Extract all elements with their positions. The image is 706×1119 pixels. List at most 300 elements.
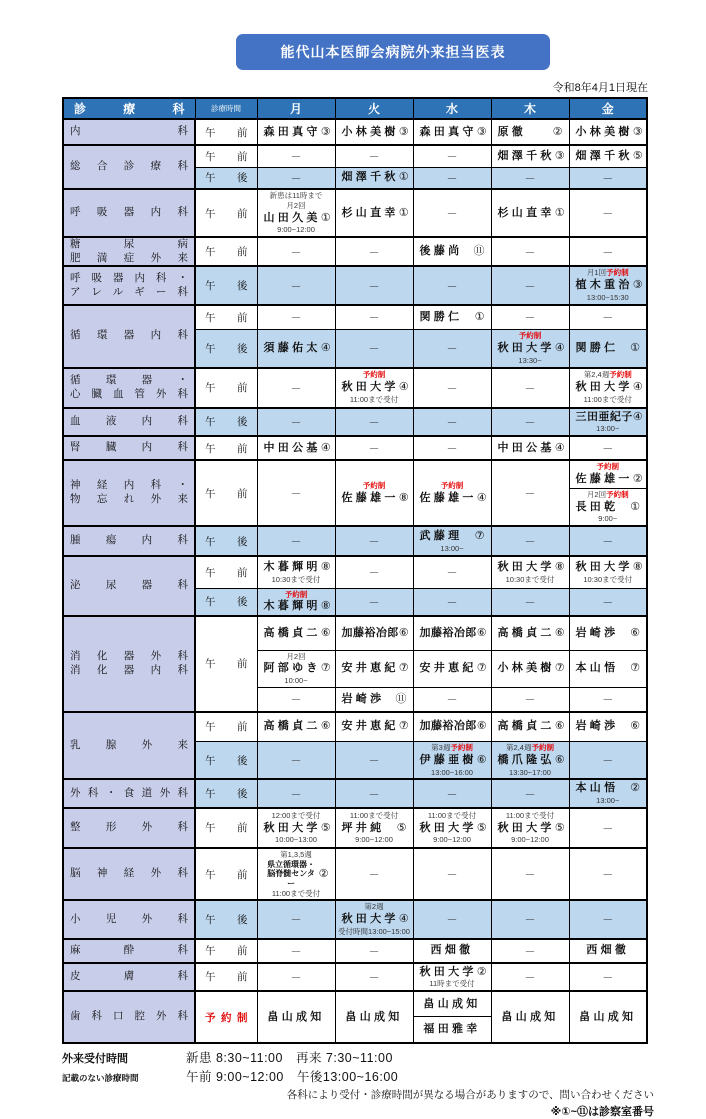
- empty-dash: －: [368, 312, 380, 325]
- time-slot-cell: 午前: [195, 145, 257, 167]
- room-number: ⑥: [320, 627, 331, 640]
- room-number: ⑦: [320, 662, 331, 675]
- doctor-name-text: 岩崎渉: [575, 720, 619, 733]
- doctor-name-text: 山田久美: [263, 211, 321, 224]
- doctor-name: [494, 1010, 567, 1025]
- schedule-cell: [491, 900, 569, 938]
- doctor-name: [416, 626, 489, 641]
- time-slot-cell: 午後: [195, 330, 257, 368]
- schedule-cell: [491, 712, 569, 742]
- cell-note: 13:00~: [596, 424, 620, 434]
- schedule-cell: [413, 779, 491, 808]
- reservation-required-label: 予約制: [596, 462, 619, 472]
- department-cell: [63, 119, 195, 145]
- department-label: 呼吸器内科: [70, 206, 188, 219]
- room-number: ②: [552, 125, 563, 138]
- cell-note: [416, 743, 489, 753]
- room-number: ⑧: [320, 600, 331, 613]
- doctor-name: [416, 965, 489, 980]
- reservation-required-label: 予約制: [440, 480, 464, 490]
- room-number: ④: [320, 441, 331, 454]
- schedule-cell: [413, 237, 491, 266]
- table-row: [63, 237, 647, 266]
- note-text: 月1回: [586, 268, 607, 278]
- doctor-name: [416, 719, 489, 734]
- schedule-cell: [335, 189, 413, 237]
- department-label: 心臓血管外科: [70, 387, 188, 400]
- cell-note: [416, 481, 489, 491]
- schedule-cell: [569, 991, 647, 1043]
- doctor-name: [338, 491, 411, 506]
- time-slot-cell: 午前: [195, 848, 257, 900]
- department-label: 腫瘍内科: [70, 534, 188, 547]
- schedule-cell: [491, 779, 569, 808]
- department-cell: [63, 712, 195, 780]
- doctor-name-text: 高橋貞二: [497, 627, 555, 640]
- empty-dash: －: [446, 208, 458, 221]
- doctor-name: [260, 211, 333, 226]
- schedule-cell: [257, 368, 335, 408]
- schedule-cell: [491, 460, 569, 526]
- department-cell: [63, 939, 195, 963]
- schedule-cell: [413, 900, 491, 938]
- doctor-name-text: 秋田大学: [419, 821, 477, 834]
- schedule-cell: [491, 119, 569, 145]
- default-hours-value: 午前 9:00~12:00 午後13:00~16:00: [186, 1070, 399, 1085]
- schedule-cell: [569, 526, 647, 556]
- note-text: 第2,4週: [583, 370, 610, 380]
- schedule-cell: [335, 742, 413, 780]
- table-row: [63, 189, 647, 237]
- schedule-cell: [413, 712, 491, 742]
- room-number: ⑥: [630, 627, 640, 640]
- room-number: ⑦: [398, 720, 409, 733]
- department-cell: [63, 305, 195, 368]
- empty-dash: －: [290, 536, 302, 549]
- schedule-cell: [335, 145, 413, 167]
- room-number: ⑦: [476, 662, 487, 675]
- time-slot-cell: 午後: [195, 408, 257, 437]
- time-slot-cell: 午前: [195, 436, 257, 460]
- reception-hours-row: [62, 1049, 654, 1068]
- schedule-cell: [569, 848, 647, 900]
- cell-note: 9:00~12:00: [355, 835, 393, 845]
- schedule-cell: [335, 712, 413, 742]
- reservation-required-label: 予約制: [362, 370, 386, 380]
- empty-dash: －: [602, 694, 614, 707]
- schedule-cell: [335, 900, 413, 938]
- doctor-name-text: 阿部ゆき: [263, 662, 321, 675]
- schedule-cell: [569, 305, 647, 330]
- reservation-required-label: 予約制: [284, 589, 308, 599]
- doctor-name: [416, 491, 489, 506]
- schedule-cell: [257, 939, 335, 963]
- doctor-name-text: 西畑徹: [430, 944, 474, 957]
- department-label: 整形外科: [70, 821, 188, 834]
- empty-dash: －: [290, 151, 302, 164]
- department-label: 歯科口腔外科: [70, 1010, 188, 1023]
- room-number: ④: [632, 381, 643, 394]
- empty-dash: －: [602, 822, 614, 835]
- doctor-name-text: 秋田大学: [497, 561, 555, 574]
- doctor-name-text: 本山悟: [575, 662, 619, 675]
- doctor-name: [494, 560, 567, 575]
- doctor-name-text: 畑澤千秋: [497, 149, 555, 162]
- page: [0, 34, 706, 1119]
- cell-note: 13:30~17:00: [509, 767, 551, 777]
- room-number: ⑦: [474, 529, 485, 542]
- doctor-name: [260, 441, 333, 456]
- empty-dash: －: [446, 172, 458, 185]
- cell-note: 11:00まで受付: [583, 394, 632, 404]
- time-slot-cell: 午前: [195, 556, 257, 588]
- room-number: ①: [474, 311, 485, 324]
- cell-note: 10:30まで受付: [583, 574, 633, 584]
- room-number: ④: [398, 381, 409, 394]
- department-label: 泌尿器科: [70, 579, 188, 592]
- schedule-cell: [413, 963, 491, 992]
- schedule-cell: [491, 808, 569, 848]
- table-row: [63, 368, 647, 408]
- department-cell: [63, 963, 195, 992]
- empty-dash: －: [524, 280, 536, 293]
- doctor-name-text: 加藤裕冶郎: [341, 627, 399, 640]
- schedule-cell: [413, 305, 491, 330]
- schedule-cell: [335, 848, 413, 900]
- table-row: [63, 119, 647, 145]
- schedule-cell: [335, 939, 413, 963]
- doctor-name-text: 秋田大学: [575, 381, 633, 394]
- doctor-name: [572, 943, 645, 958]
- doctor-name-text: 中田公基: [497, 441, 555, 454]
- doctor-name: [494, 719, 567, 734]
- department-cell: [63, 526, 195, 556]
- department-label: 内科: [70, 125, 188, 138]
- doctor-name-text: 加藤裕冶郎: [419, 720, 477, 733]
- room-number: ②: [318, 867, 329, 880]
- schedule-cell: [491, 408, 569, 437]
- schedule-cell: [257, 237, 335, 266]
- doctor-name-text: 関勝仁: [575, 341, 619, 354]
- department-label: 小児外科: [70, 912, 188, 925]
- empty-dash: －: [368, 343, 380, 356]
- schedule-cell: [413, 848, 491, 900]
- cell-note: [416, 811, 489, 821]
- doctor-name-text: 畠山成知: [267, 1010, 325, 1023]
- doctor-name-text: 岩崎渉: [575, 627, 619, 640]
- cell-note: 11時まで受付: [429, 979, 475, 989]
- time-slot-cell: 午前: [195, 189, 257, 237]
- doctor-name: [572, 719, 645, 734]
- doctor-name: [260, 1010, 333, 1025]
- cell-note: 10:30まで受付: [271, 574, 321, 584]
- schedule-cell: [335, 368, 413, 408]
- empty-dash: －: [524, 788, 536, 801]
- schedule-cell: [257, 556, 335, 588]
- note-text: 11:00まで受付: [505, 810, 555, 820]
- doctor-name-text: 秋田大学: [497, 821, 555, 834]
- empty-dash: －: [524, 172, 536, 185]
- room-number: ④: [476, 491, 487, 504]
- schedule-cell: [569, 939, 647, 963]
- note-text: 第2,4週: [506, 743, 532, 753]
- table-row: [63, 556, 647, 588]
- cell-note: 11:00まで受付: [271, 888, 321, 898]
- reservation-required-label: 予約制: [606, 268, 629, 278]
- cell-note: [494, 331, 567, 341]
- cell-note: [338, 902, 411, 912]
- cell-note: [338, 811, 411, 821]
- department-cell: [63, 779, 195, 808]
- doctor-name: [572, 125, 645, 140]
- room-number: ⑤: [476, 821, 487, 834]
- department-label: 循環器・: [70, 373, 188, 386]
- doctor-name-text: 安井恵紀: [341, 662, 399, 675]
- time-slot-cell: 午前: [195, 712, 257, 742]
- doctor-name-text: 長田乾: [575, 500, 619, 513]
- doctor-name-text: 三田亜紀子: [575, 410, 633, 423]
- schedule-cell: [491, 167, 569, 189]
- schedule-cell: [257, 119, 335, 145]
- schedule-cell: [335, 588, 413, 616]
- inquiry-note: 各科により受付・診療時間が異なる場合がありますので、問い合わせください: [286, 1089, 654, 1102]
- empty-dash: －: [446, 382, 458, 395]
- time-slot-cell: 午後: [195, 526, 257, 556]
- schedule-cell: [257, 526, 335, 556]
- table-row: [63, 712, 647, 742]
- cell-note: [260, 201, 333, 211]
- cell-note: [260, 811, 333, 821]
- schedule-cell: [257, 408, 335, 437]
- empty-dash: －: [524, 914, 536, 927]
- room-number: ⑦: [554, 662, 565, 675]
- empty-dash: －: [290, 488, 302, 501]
- schedule-cell: [257, 460, 335, 526]
- table-row: [63, 939, 647, 963]
- doctor-name-text: 畑澤千秋: [575, 149, 633, 162]
- table-row: [63, 991, 647, 1043]
- cell-note: 13:00~15:30: [586, 292, 629, 302]
- table-row: [63, 460, 647, 526]
- cell-note: [338, 481, 411, 491]
- table-row: [63, 779, 647, 808]
- empty-dash: －: [524, 312, 536, 325]
- schedule-cell: [569, 119, 647, 145]
- doctor-name-text: 森田真守: [419, 125, 477, 138]
- schedule-cell: [257, 266, 335, 304]
- schedule-cell: [335, 237, 413, 266]
- room-number: ⑥: [476, 627, 487, 640]
- reservation-required-label: 予約制: [518, 331, 542, 341]
- empty-dash: －: [446, 151, 458, 164]
- cell-note: 10:00~: [284, 676, 308, 686]
- schedule-cell: [569, 742, 647, 780]
- department-label: 皮膚科: [70, 970, 188, 983]
- schedule-cell: [257, 688, 335, 712]
- col-header-day: 木: [491, 98, 569, 119]
- schedule-cell: [491, 848, 569, 900]
- schedule-cell: [257, 650, 335, 687]
- schedule-cell: [335, 779, 413, 808]
- cell-note: 13:00~: [440, 543, 464, 553]
- doctor-name: [260, 599, 333, 614]
- doctor-name-text: 秋田大学: [341, 913, 399, 925]
- doctor-name-text: 高橋貞二: [263, 627, 321, 640]
- doctor-name: [494, 125, 567, 140]
- doctor-name: [338, 125, 411, 140]
- schedule-cell: [491, 650, 569, 687]
- doctor-name: [338, 661, 411, 676]
- time-slot-cell: 午前: [195, 460, 257, 526]
- empty-dash: －: [524, 246, 536, 259]
- room-number: ⑥: [630, 720, 640, 733]
- schedule-cell: [413, 808, 491, 848]
- empty-dash: －: [446, 694, 458, 707]
- room-number: ⑦: [398, 662, 409, 675]
- doctor-name-text: 秋田大学: [263, 821, 321, 834]
- table-row: [63, 900, 647, 938]
- room-number: ⑧: [554, 561, 565, 574]
- reservation-required-label: 予約制: [609, 370, 632, 380]
- doctor-name: [338, 170, 411, 185]
- doctor-name: [338, 626, 411, 641]
- empty-dash: －: [602, 596, 614, 609]
- time-slot-cell: 午後: [195, 588, 257, 616]
- schedule-cell: [569, 436, 647, 460]
- table-row: [63, 526, 647, 556]
- empty-dash: －: [290, 971, 302, 984]
- doctor-name-text: 安井恵紀: [419, 662, 477, 675]
- room-number: ③: [632, 125, 643, 138]
- empty-dash: －: [290, 280, 302, 293]
- schedule-cell: [491, 963, 569, 992]
- schedule-cell: [335, 305, 413, 330]
- date-note: 令和8年4月1日現在: [552, 82, 648, 94]
- doctor-name-text: 武藤理: [419, 529, 463, 542]
- empty-dash: －: [290, 416, 302, 429]
- cell-note: [572, 490, 645, 500]
- doctor-name: [338, 912, 411, 927]
- doctor-name: [260, 125, 333, 140]
- schedule-cell: [335, 408, 413, 437]
- doctor-name-text: 森田真守: [263, 125, 321, 138]
- room-number: ⑤: [396, 821, 407, 834]
- schedule-cell: [491, 526, 569, 556]
- schedule-cell: [413, 167, 491, 189]
- empty-dash: －: [602, 914, 614, 927]
- schedule-subcell: [414, 1017, 491, 1042]
- doctor-name-text: 関勝仁: [419, 311, 463, 324]
- empty-dash: －: [524, 596, 536, 609]
- department-label: 神経内科・: [70, 479, 188, 492]
- schedule-cell: [569, 330, 647, 368]
- department-cell: [63, 266, 195, 304]
- doctor-name: [260, 821, 333, 836]
- table-row: [63, 808, 647, 848]
- room-number: ⑦: [630, 662, 640, 675]
- note-text: 第1,3,5週: [280, 849, 312, 859]
- note-text: 月2回: [286, 651, 306, 661]
- empty-dash: －: [368, 596, 380, 609]
- doctor-name-text: 県立循環器・脳脊髄センター: [267, 859, 316, 888]
- doctor-name: [572, 410, 645, 425]
- cell-note: 9:00~: [598, 514, 618, 524]
- cell-note: 受付時間13:00~15:00: [338, 926, 410, 936]
- doctor-name-text: 木暮輝明: [263, 561, 321, 574]
- schedule-cell: [413, 189, 491, 237]
- schedule-subcell: [570, 461, 647, 489]
- cell-note: [572, 370, 645, 380]
- doctor-name-text: 秋田大学: [497, 341, 555, 354]
- empty-dash: －: [368, 443, 380, 456]
- cell-note: 13:00~16:00: [431, 767, 473, 777]
- schedule-cell: [491, 742, 569, 780]
- empty-dash: －: [446, 280, 458, 293]
- doctor-name-text: 加藤裕冶郎: [419, 627, 477, 640]
- cell-note: 13:00~: [596, 796, 620, 806]
- empty-dash: －: [602, 208, 614, 221]
- empty-dash: －: [446, 416, 458, 429]
- empty-dash: －: [368, 869, 380, 882]
- table-row: [63, 305, 647, 330]
- schedule-cell: [569, 556, 647, 588]
- cell-note: [494, 743, 567, 753]
- note-text: 月2回: [286, 200, 306, 210]
- schedule-cell: [335, 688, 413, 712]
- table-body: [63, 119, 647, 1043]
- room-number: ⑧: [632, 561, 643, 574]
- doctor-name: [260, 860, 333, 889]
- department-label: 循環器内科: [70, 329, 188, 342]
- schedule-cell: [413, 688, 491, 712]
- doctor-name-text: 須藤佑太: [263, 341, 321, 354]
- room-number: ①: [398, 171, 409, 184]
- room-number: ④: [554, 441, 565, 454]
- schedule-cell: [257, 189, 335, 237]
- cell-note: 10:30まで受付: [505, 574, 555, 584]
- empty-dash: －: [602, 536, 614, 549]
- room-number: ③: [398, 125, 409, 138]
- room-number: ⑪: [473, 245, 485, 258]
- schedule-cell: [413, 588, 491, 616]
- empty-dash: －: [368, 280, 380, 293]
- reception-hours-value: 新患 8:30~11:00 再来 7:30~11:00: [186, 1051, 393, 1066]
- department-cell: [63, 368, 195, 408]
- empty-dash: －: [290, 945, 302, 958]
- schedule-cell: [491, 991, 569, 1043]
- schedule-cell: [569, 650, 647, 687]
- empty-dash: －: [368, 416, 380, 429]
- time-slot-cell: 午後: [195, 266, 257, 304]
- room-number: ③: [554, 149, 565, 162]
- col-header-day: 水: [413, 98, 491, 119]
- table-row: [63, 145, 647, 167]
- department-label: 腎臓内科: [70, 441, 188, 454]
- schedule-cell: [491, 436, 569, 460]
- department-cell: [63, 808, 195, 848]
- time-slot-cell: 午前: [195, 939, 257, 963]
- schedule-cell: [491, 688, 569, 712]
- doctor-name: [260, 626, 333, 641]
- schedule-cell: [257, 963, 335, 992]
- time-slot-cell: 午前: [195, 305, 257, 330]
- department-cell: [63, 848, 195, 900]
- table-row: [63, 436, 647, 460]
- time-slot-cell: 午後: [195, 900, 257, 938]
- schedule-cell: [257, 305, 335, 330]
- table-row: [63, 266, 647, 304]
- schedule-cell: [569, 963, 647, 992]
